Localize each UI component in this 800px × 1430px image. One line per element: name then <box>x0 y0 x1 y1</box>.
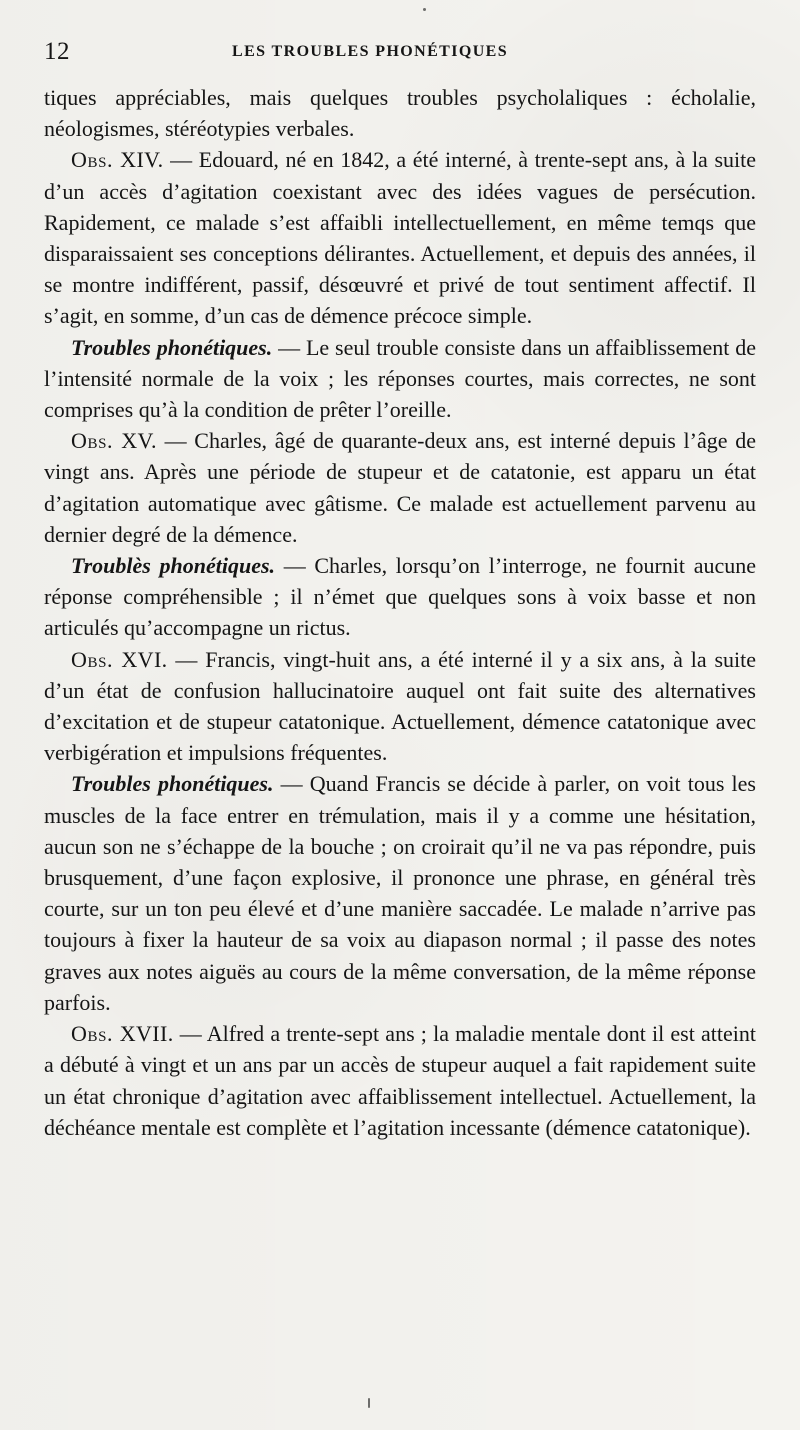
paragraph-text: — Alfred a trente-sept ans ; la maladie mentale dont il est atteint a débuté à vingt et un ans par un accès de stupeur auquel a fait rapidement suite un état chronique d’agitation avec affaiblissement intellectuel. Actuellement, la déchéance mentale est complète et l’agitation incessante (démence catatonique). <box>44 1021 756 1140</box>
paragraph-text: — Francis, vingt-huit ans, a été interné il y a six ans, à la suite d’un état de confusion hallucinatoire auquel ont fait suite des alternatives d’excitation et de stupeur catatonique. Actuellement, démence catatonique avec verbigération et impulsions fréquentes. <box>44 646 756 766</box>
page-header <box>44 28 756 76</box>
observation-paragraph <box>44 144 756 331</box>
phonetic-troubles-paragraph <box>44 768 756 1018</box>
observation-paragraph <box>44 1018 756 1143</box>
observation-number: XIV. <box>113 147 164 173</box>
page-number: 12 <box>44 38 70 65</box>
observation-label: Obs. <box>71 147 114 173</box>
paragraph-text: — Charles, âgé de quarante-deux ans, est interné depuis l’âge de vingt ans. Après une période de stupeur et de catatonie, est apparu un état d’agitation automatique avec gâtisme. Ce malade est actuellement parvenu au dernier degré de la démence. <box>44 428 756 547</box>
section-label: Troubles phonétiques. <box>71 771 274 797</box>
running-title: LES TROUBLES PHONÉTIQUES <box>232 43 509 60</box>
paragraph-text: — Edouard, né en 1842, a été interné, à trente-sept ans, à la suite d’un accès d’agitation coexistant avec des idées vagues de persécution. Rapidement, ce malade s’est affaibli intellectuellement, en même temqs que disparaissaient ses conceptions délirantes. Actuellement, et depuis des années, il se montre indifférent, passif, désœuvré et privé de tout sentiment affectif. Il s’agit, en somme, d’un cas de démence précoce simple. <box>44 147 756 329</box>
observation-number: XV. <box>113 428 157 454</box>
observation-paragraph <box>44 425 756 550</box>
observation-label: Obs. <box>71 1021 114 1047</box>
observation-label: Obs. <box>71 428 114 454</box>
observation-number: XVI. <box>113 646 168 672</box>
paragraph-continuation <box>44 82 756 144</box>
phonetic-troubles-paragraph <box>44 550 756 644</box>
print-mark <box>368 1398 370 1408</box>
section-label: Troublès phonétiques. <box>71 553 276 579</box>
observation-label: Obs. <box>71 646 114 672</box>
observation-number: XVII. <box>113 1021 174 1047</box>
observation-paragraph <box>44 644 756 769</box>
section-label: Troubles phonétiques. <box>71 334 273 360</box>
paragraph-text: — Charles, lorsqu’on l’interroge, ne fournit aucune réponse compréhensible ; il n’émet que quelques sons à voix basse et non articulés qu’accompagne un rictus. <box>44 553 756 641</box>
body-text <box>44 82 756 1143</box>
paragraph-text: — Le seul trouble consiste dans un affaiblissement de l’intensité normale de la voix ; les réponses courtes, mais correctes, ne sont comprises qu’à la condition de prêter l’oreille. <box>44 334 756 423</box>
print-speck <box>423 8 426 11</box>
phonetic-troubles-paragraph <box>44 332 756 426</box>
paragraph-text: tiques appréciables, mais quelques troubles psycholaliques : écholalie, néologismes, stéréotypies verbales. <box>44 85 756 142</box>
paragraph-text: — Quand Francis se décide à parler, on voit tous les muscles de la face entrer en trémulation, mais il y a comme une hésitation, aucun son ne s’échappe de la bouche ; on croirait qu’il ne va pas répondre, puis brusquement, d’une façon explosive, il prononce une phrase, en général très courte, sur un ton peu élevé et d’une manière saccadée. Le malade n’arrive pas toujours à fixer la hauteur de sa voix au diapason normal ; il passe des notes graves aux notes aiguës au cours de la même conversation, de la même réponse parfois. <box>44 771 756 1015</box>
